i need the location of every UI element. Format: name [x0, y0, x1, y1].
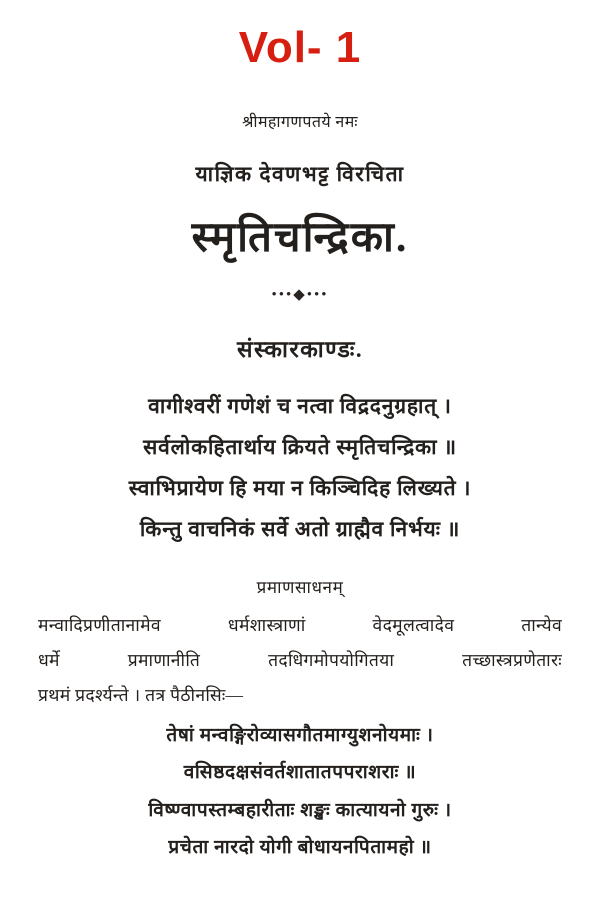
ornament-divider: •••◆•••: [271, 286, 329, 303]
document-page: [0, 24, 600, 906]
prose-block: [30, 608, 570, 713]
section-heading: संस्कारकाण्डः.: [237, 336, 363, 362]
verse-line: सर्वलोकहितार्थाय क्रियते स्मृतिचन्द्रिका ॥: [143, 434, 457, 459]
verse-block: [30, 386, 570, 550]
verse-line: स्वाभिप्रायेण हि मया न किञ्चिदिह लिख्यते ।: [128, 475, 472, 500]
prose-line: धर्मे प्रमाणानीति तदधिगमोपयोगितया तच्छास्त्रप्रणेतारः: [38, 650, 562, 671]
citation-line: तेषां मन्वङ्गिरोव्यासगौतमाग्युशनोयमाः ।: [166, 725, 434, 747]
citation-line: वसिष्ठदक्षसंवर्तशातातपपराशराः ॥: [183, 762, 417, 784]
citation-line: प्रचेता नारदो योगी बोधायनपितामहो ॥: [168, 836, 432, 858]
prose-line: मन्वादिप्रणीतानामेव धर्मशास्त्राणां वेदमूलत्वादेव तान्येव: [38, 615, 562, 636]
citation-block: [30, 717, 570, 865]
citation-line: विष्ण्वापस्तम्बहारीताः शङ्खः कात्यायनो गुरुः ।: [148, 799, 452, 821]
invocation-line: श्रीमहागणपतये नमः: [242, 114, 358, 132]
page-title: स्मृतिचन्द्रिका.: [191, 215, 409, 262]
volume-title: Vol- 1: [238, 23, 362, 72]
verse-line: वागीश्वरीं गणेशं च नत्वा विद्रदनुग्रहात् ।: [148, 393, 452, 418]
author-line: याज्ञिक देवणभट्ट विरचिता: [195, 162, 405, 187]
subsection-heading: प्रमाणसाधनम्: [256, 578, 344, 598]
prose-line: प्रथमं प्रदर्श्यन्ते । तत्र पैठीनसिः—: [38, 685, 244, 706]
verse-line: किन्तु वाचनिकं सर्वे अतो ग्राह्मैव निर्भयः ॥: [139, 516, 461, 541]
